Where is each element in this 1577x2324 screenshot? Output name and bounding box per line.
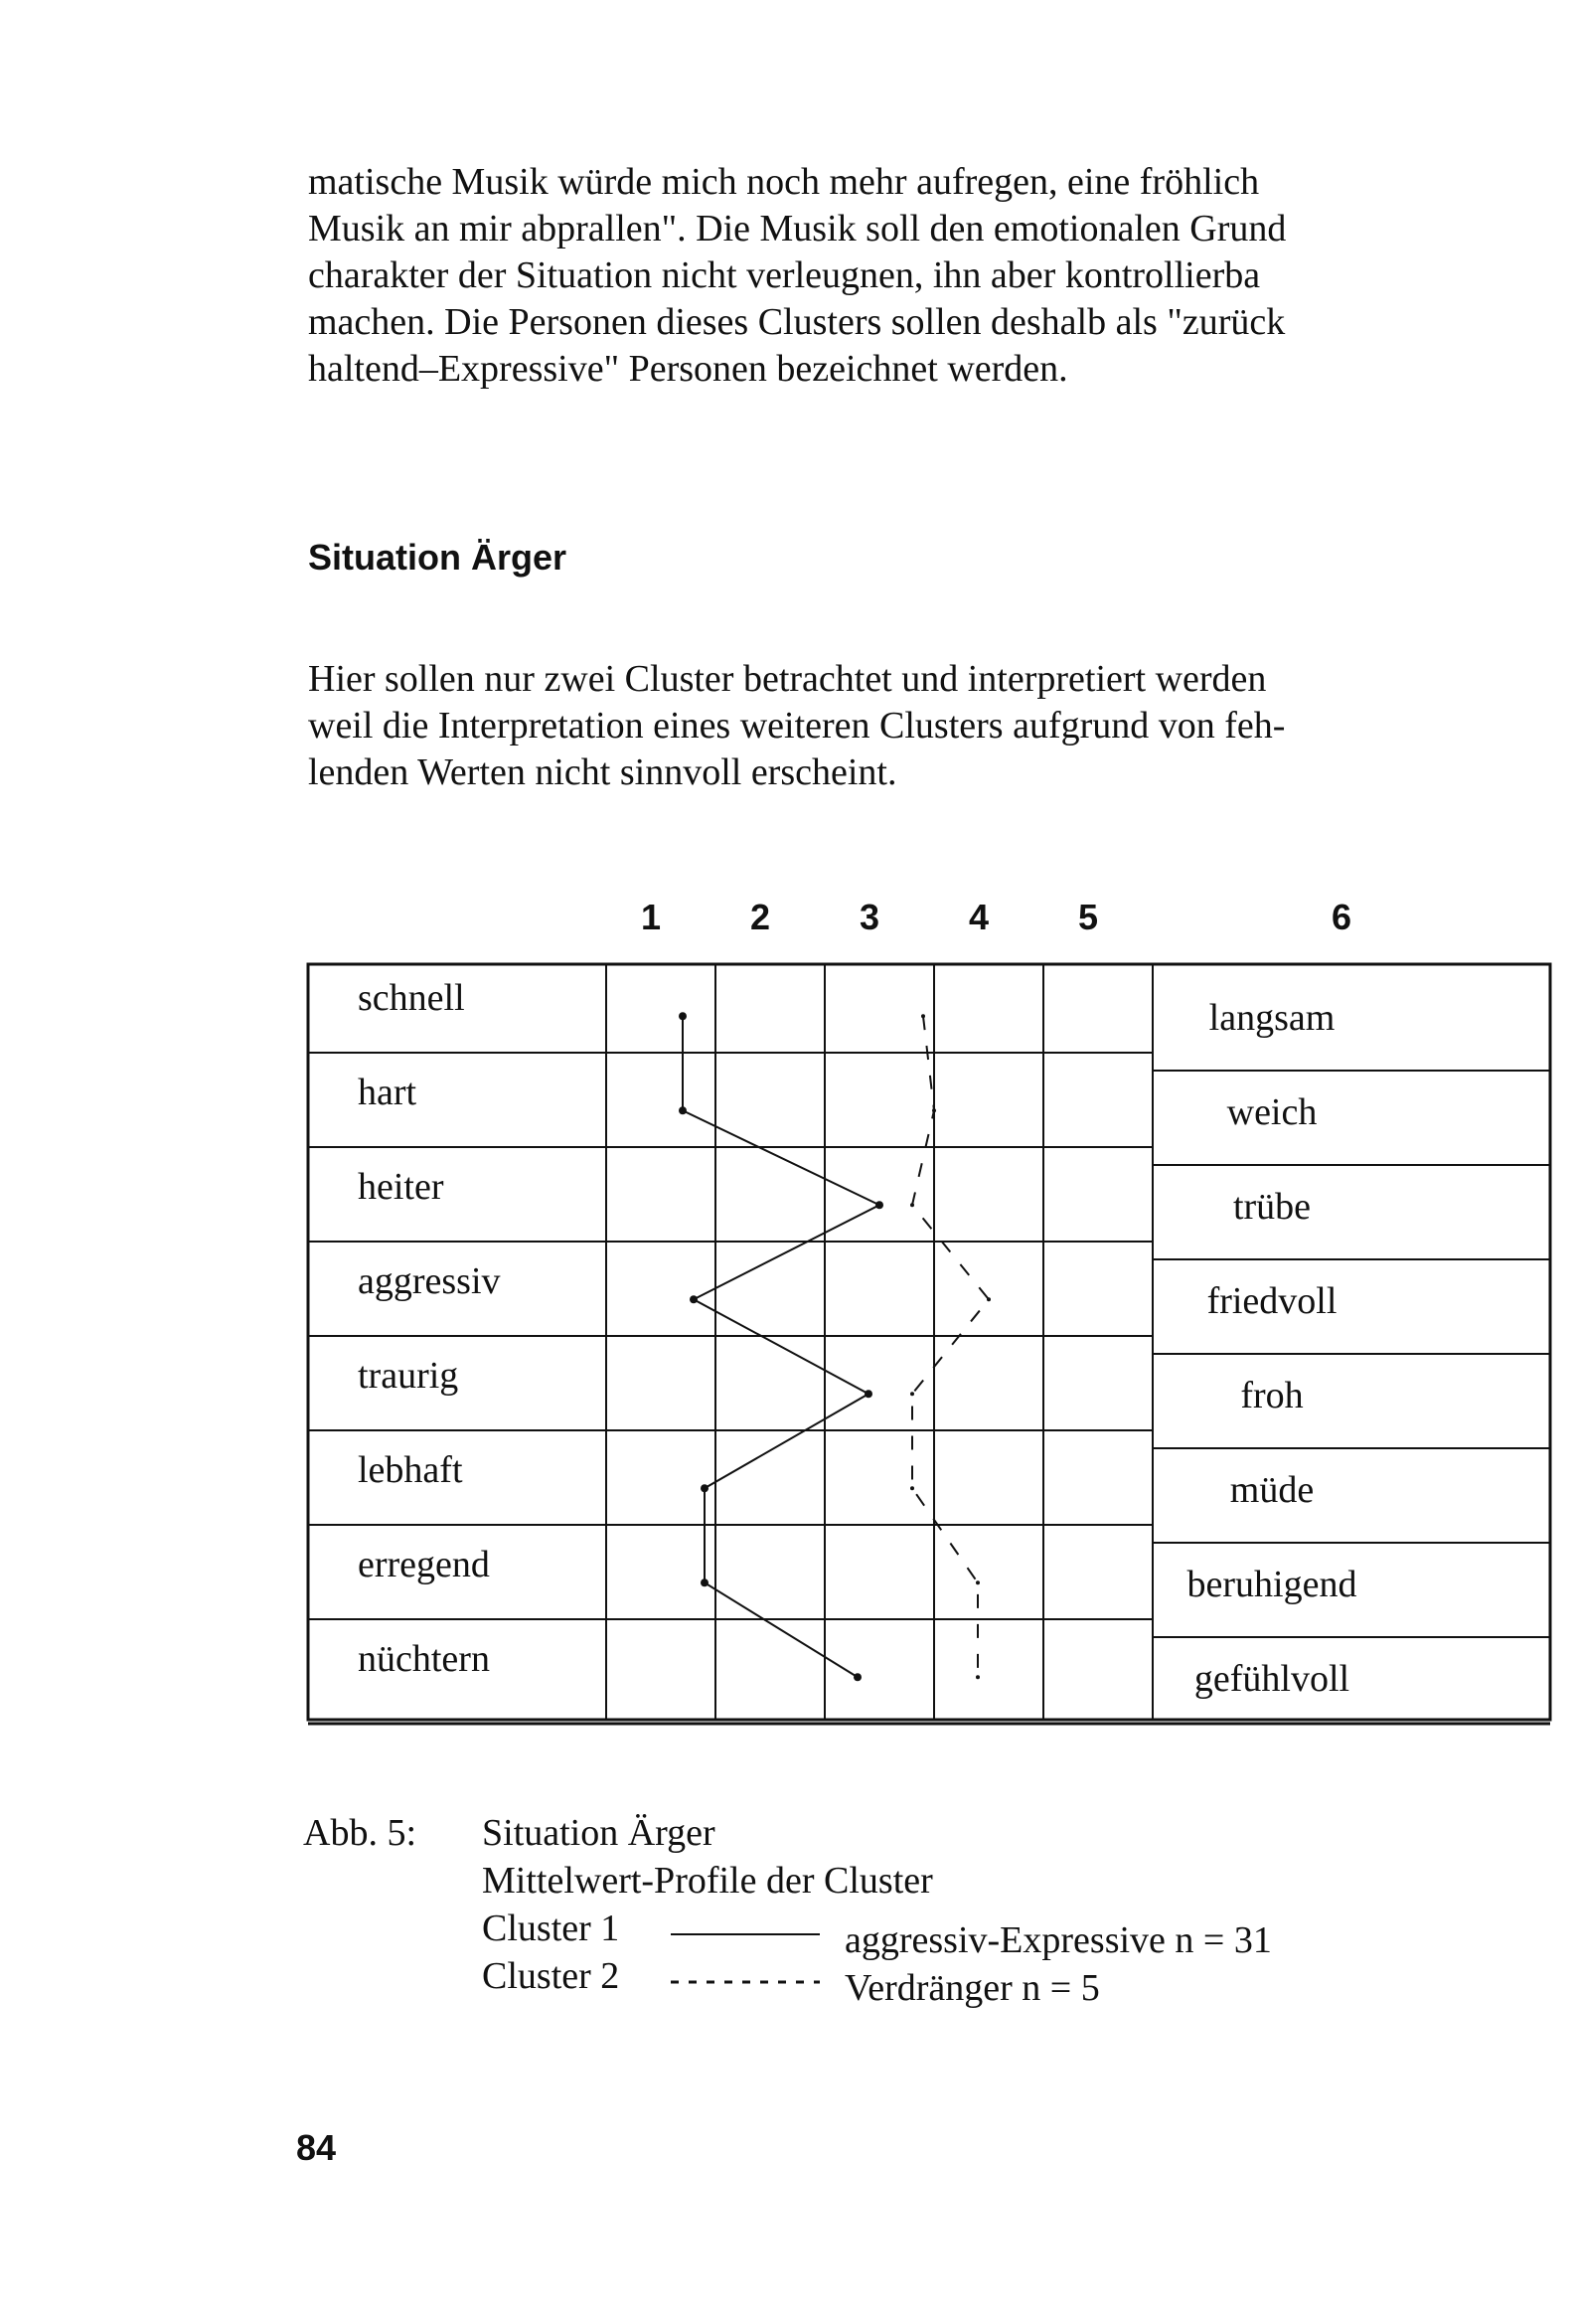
data-point-cluster-2 (910, 1486, 914, 1490)
text-line: Hier sollen nur zwei Cluster betrachtet und interpretiert werden (308, 658, 1267, 700)
pole-label-left: erregend (358, 1544, 490, 1585)
legend-name: Cluster 1 (482, 1908, 620, 1949)
series-line-cluster-1 (683, 1016, 879, 1677)
data-point-cluster-1 (701, 1484, 709, 1492)
data-point-cluster-2 (910, 1392, 914, 1396)
data-point-cluster-1 (854, 1673, 862, 1681)
data-point-cluster-2 (921, 1014, 925, 1018)
pole-label-left: traurig (358, 1355, 459, 1397)
data-point-cluster-1 (679, 1106, 687, 1114)
profile-chart (288, 885, 1570, 1759)
table-frame (308, 964, 1550, 1720)
scale-label: 4 (968, 897, 990, 937)
paragraph-2 (308, 656, 1570, 796)
legend-text: aggressiv-Expressive n = 31 (845, 1919, 1272, 1961)
text-line: matische Musik würde mich noch mehr aufregen, eine fröhlich (308, 161, 1260, 203)
data-point-cluster-2 (910, 1203, 914, 1207)
data-point-cluster-2 (987, 1297, 991, 1301)
caption-block (482, 1809, 1272, 2009)
scale-label: 1 (640, 897, 662, 937)
legend-name: Cluster 2 (482, 1955, 620, 1997)
text-line: machen. Die Personen dieses Clusters sollen deshalb als "zurück (308, 301, 1286, 343)
pole-label-left: lebhaft (358, 1449, 463, 1491)
pole-label-left: schnell (358, 977, 465, 1019)
text-line: haltend–Expressive" Personen bezeichnet werden. (308, 348, 1068, 390)
data-point-cluster-2 (932, 1108, 936, 1112)
pole-label-right: gefühlvoll (1193, 1658, 1350, 1700)
pole-label-right: müde (1229, 1469, 1315, 1511)
pole-label-left: nüchtern (358, 1638, 490, 1680)
paragraph-1 (308, 159, 1570, 393)
pole-label-right: trübe (1232, 1186, 1312, 1228)
text-line: Musik an mir abprallen". Die Musik soll den emotionalen Grund (308, 208, 1287, 249)
data-point-cluster-1 (690, 1295, 698, 1303)
data-point-cluster-2 (976, 1580, 980, 1584)
pole-label-right: beruhigend (1186, 1564, 1357, 1605)
section-heading: Situation Ärger (308, 537, 567, 578)
pole-label-right: friedvoll (1206, 1280, 1338, 1322)
text-line: charakter der Situation nicht verleugnen, ihn aber kontrollierba (308, 254, 1261, 296)
pole-label-left: aggressiv (358, 1260, 501, 1302)
legend-text: Verdränger n = 5 (845, 1967, 1100, 2009)
scale-label: 6 (1331, 897, 1352, 937)
caption-subtitle: Mittelwert-Profile der Cluster (482, 1860, 933, 1902)
page-number: 84 (296, 2127, 337, 2168)
data-point-cluster-1 (679, 1012, 687, 1020)
data-point-cluster-1 (875, 1201, 883, 1209)
legend-dashed-line (671, 1980, 820, 1984)
scale-label: 2 (749, 897, 771, 937)
series-line-cluster-2 (912, 1016, 989, 1677)
data-point-cluster-2 (976, 1675, 980, 1679)
pole-label-right: froh (1240, 1375, 1304, 1416)
legend-item-cluster-2 (482, 1952, 1100, 2009)
text-line: weil die Interpretation eines weiteren Clusters aufgrund von feh- (308, 705, 1286, 747)
text-line: lenden Werten nicht sinnvoll erscheint. (308, 751, 897, 793)
pole-label-left: hart (358, 1072, 417, 1113)
data-point-cluster-1 (701, 1578, 709, 1586)
data-point-cluster-1 (865, 1390, 872, 1398)
legend-solid-line (671, 1932, 820, 1936)
caption-title: Situation Ärger (482, 1812, 715, 1854)
scale-label: 3 (859, 897, 880, 937)
caption-label: Abb. 5: (303, 1812, 416, 1854)
pole-label-left: heiter (358, 1166, 444, 1208)
pole-label-right: weich (1226, 1091, 1318, 1133)
scale-label: 5 (1077, 897, 1099, 937)
pole-label-right: langsam (1208, 997, 1336, 1039)
legend-item-cluster-1 (482, 1905, 1272, 1961)
